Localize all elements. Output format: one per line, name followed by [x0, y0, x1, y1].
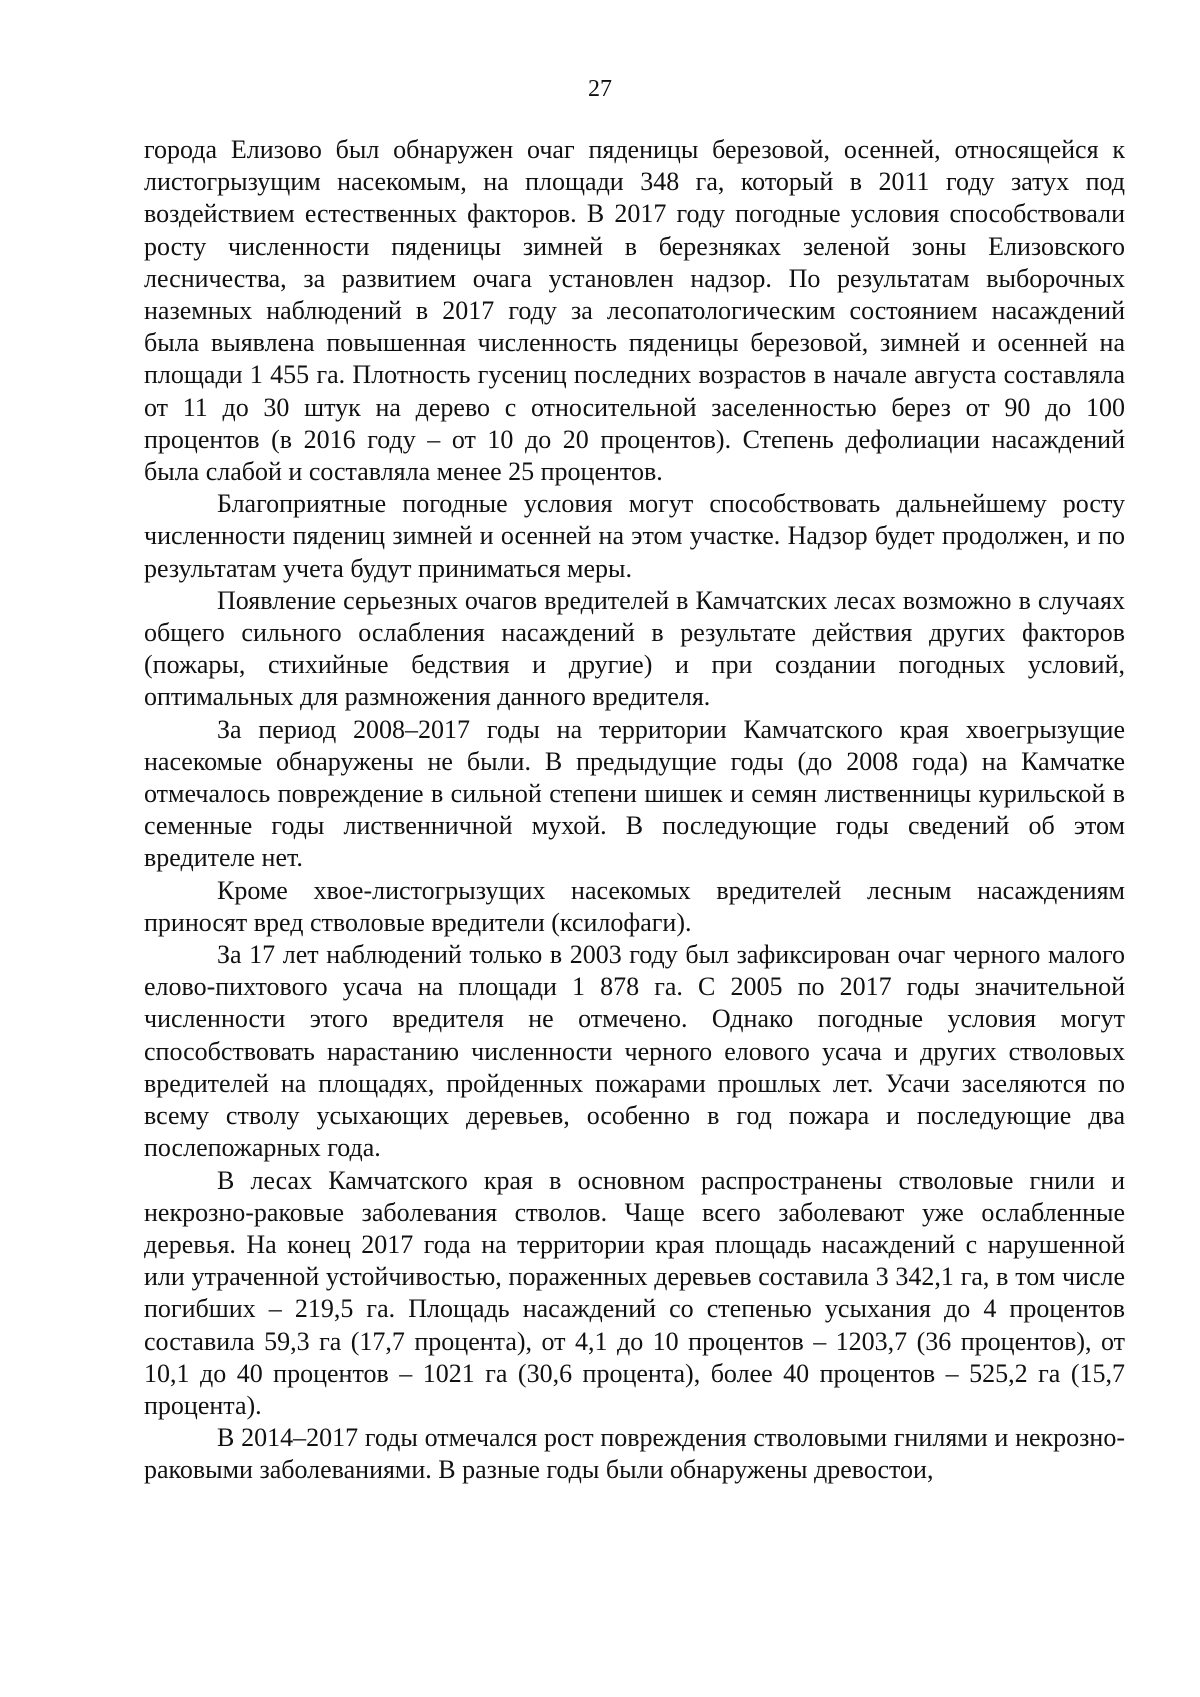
- paragraph-4: За период 2008–2017 годы на территории Камчатского края хвоегрызущие насекомые обнаружены не были. В предыдущие годы (до 2008 года) на Камчатке отмечалось повреждение в сильной степени шишек и семян лиственницы курильской в семенные годы лиственничной мухой. В последующие годы сведений об этом вредителе нет.: [144, 714, 1125, 873]
- paragraph-3: Появление серьезных очагов вредителей в Камчатских лесах возможно в случаях общего сильного ослабления насаждений в результате действия других факторов (пожары, стихийные бедствия и другие) и при создании погодных условий, оптимальных для размножения данного вредителя.: [144, 585, 1125, 712]
- body-text: [144, 134, 1125, 1487]
- paragraph-2: Благоприятные погодные условия могут способствовать дальнейшему росту численности пядениц зимней и осенней на этом участке. Надзор будет продолжен, и по результатам учета будут приниматься меры.: [144, 489, 1125, 583]
- paragraph-6: За 17 лет наблюдений только в 2003 году был зафиксирован очаг черного малого елово-пихтового усача на площади 1 878 га. С 2005 по 2017 годы значительной численности этого вредителя не отмечено. Однако погодные условия могут способствовать нарастанию численности черного елового усача и других стволовых вредителей на площадях, пройденных пожарами прошлых лет. Усачи заселяются по всему стволу усыхающих деревьев, особенно в год пожара и последующие два послепожарных года.: [144, 940, 1125, 1163]
- page-number: 27: [588, 76, 612, 102]
- paragraph-5: Кроме хвое-листогрызущих насекомых вредителей лесным насаждениям приносят вред стволовые вредители (ксилофаги).: [144, 875, 1125, 937]
- paragraph-7: В лесах Камчатского края в основном распространены стволовые гнили и некрозно-раковые заболевания стволов. Чаще всего заболевают уже ослабленные деревья. На конец 2017 года на территории края площадь насаждений с нарушенной или утраченной устойчивостью, пораженных деревьев составила 3 342,1 га, в том числе погибших – 219,5 га. Площадь насаждений со степенью усыхания до 4 процентов составила 59,3 га (17,7 процента), от 4,1 до 10 процентов – 1203,7 (36 процентов), от 10,1 до 40 процентов – 1021 га (30,6 процента), более 40 процентов – 525,2 га (15,7 процента).: [144, 1165, 1125, 1420]
- paragraph-8: В 2014–2017 годы отмечался рост повреждения стволовыми гнилями и некрозно-раковыми заболеваниями. В разные годы были обнаружены древостои,: [144, 1423, 1125, 1485]
- paragraph-1: города Елизово был обнаружен очаг пяденицы березовой, осенней, относящейся к листогрызущим насекомым, на площади 348 га, который в 2011 году затух под воздействием естественных факторов. В 2017 году погодные условия способствовали росту численности пяденицы зимней в березняках зеленой зоны Елизовского лесничества, за развитием очага установлен надзор. По результатам выборочных наземных наблюдений в 2017 году за лесопатологическим состоянием насаждений была выявлена повышенная численность пяденицы березовой, зимней и осенней на площади 1 455 га. Плотность гусениц последних возрастов в начале августа составляла от 11 до 30 штук на дерево с относительной заселенностью берез от 90 до 100 процентов (в 2016 году – от 10 до 20 процентов). Степень дефолиации насаждений была слабой и составляла менее 25 процентов.: [144, 135, 1125, 487]
